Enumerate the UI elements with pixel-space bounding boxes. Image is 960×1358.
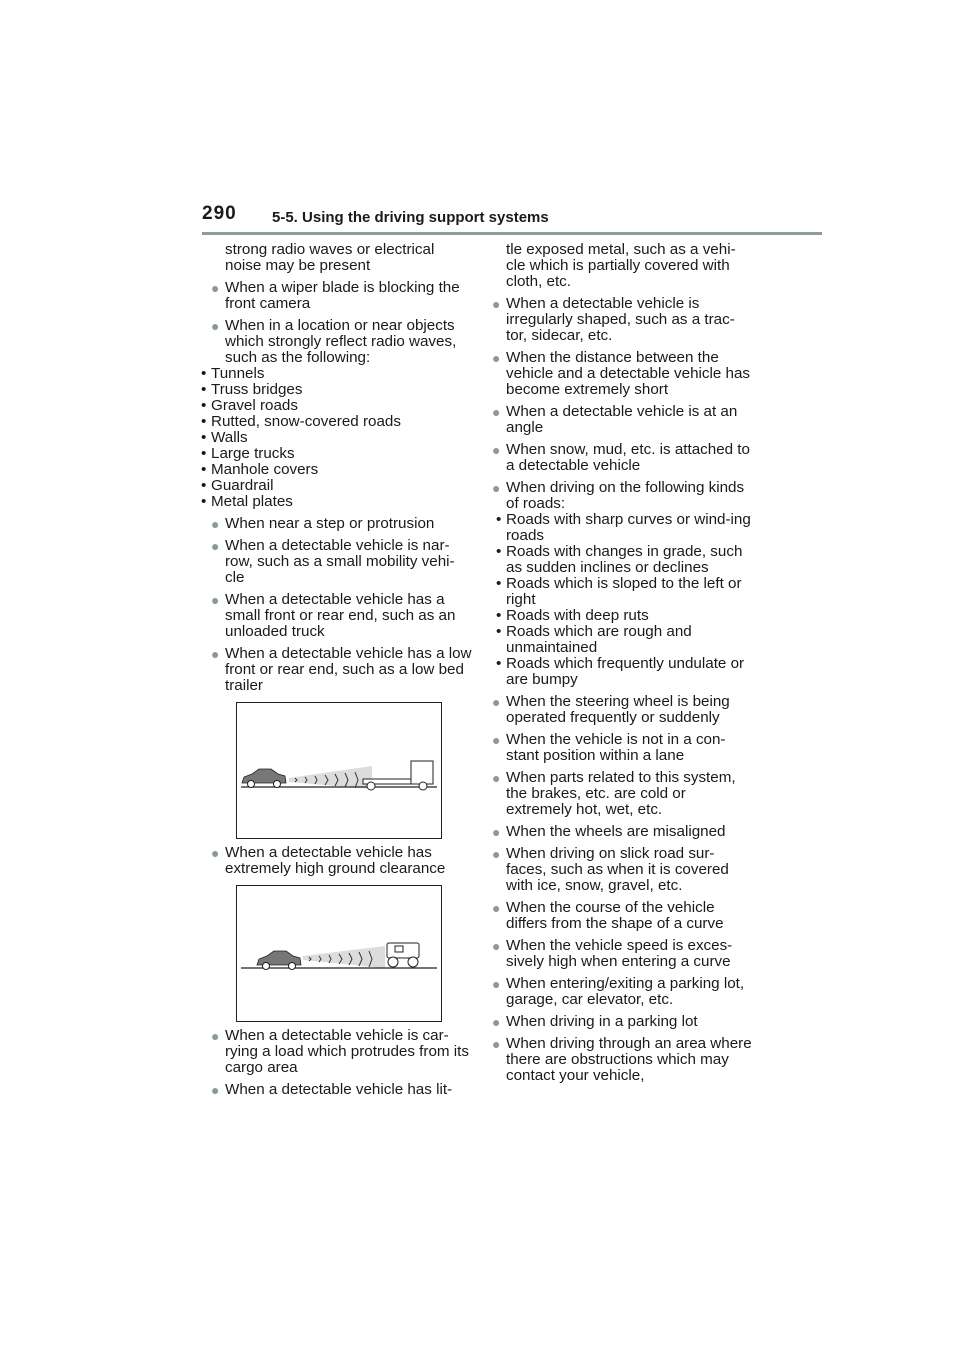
list-item: ● When driving on slick road sur-faces, such as when it is covered with ice, snow, gravel, etc. xyxy=(492,845,729,894)
bullet-icon: ● xyxy=(492,824,501,840)
right-column xyxy=(492,242,754,1084)
list-item: ● When driving through an area where there are obstructions which may contact your vehicle, xyxy=(492,1035,752,1084)
list-item: ● When snow, mud, etc. is attached to a detectable vehicle xyxy=(492,441,750,474)
list-item: ● When a detectable vehicle has lit- xyxy=(211,1081,453,1098)
bullet-icon: ● xyxy=(492,694,501,710)
bullet-icon: ● xyxy=(211,280,220,296)
list-item: ● When the vehicle speed is exces-sively high when entering a curve xyxy=(492,937,733,970)
header-rule xyxy=(202,232,822,235)
bullet-icon: ● xyxy=(211,318,220,334)
sub-item: • Metal plates xyxy=(201,493,293,510)
list-item: ● When the steering wheel is being operated frequently or suddenly xyxy=(492,693,730,726)
bullet-icon: ● xyxy=(492,770,501,786)
section-title: 5-5. Using the driving support systems xyxy=(272,209,549,226)
bullet-icon: ● xyxy=(492,938,501,954)
sub-item: • Roads with changes in grade, such as sudden inclines or declines xyxy=(496,543,743,576)
sub-item: • Roads which frequently undulate or are bumpy xyxy=(496,655,745,688)
high-clearance-vehicle-illustration xyxy=(236,885,442,1022)
bullet-icon: ● xyxy=(211,592,220,608)
list-item: ● When a detectable vehicle is at an angle xyxy=(492,403,738,436)
list-item: ● When parts related to this system, the brakes, etc. are cold or extremely hot, wet, etc. xyxy=(492,769,736,818)
sub-item: • Roads which are rough and unmaintained xyxy=(496,623,692,656)
bullet-icon: ● xyxy=(492,1014,501,1030)
sub-item: • Truss bridges xyxy=(201,381,303,398)
bullet-icon: ● xyxy=(211,1028,220,1044)
bullet-icon: ● xyxy=(211,516,220,532)
page-number: 290 xyxy=(202,203,237,224)
left-column xyxy=(201,241,473,1098)
list-item: ● When a detectable vehicle has a small front or rear end, such as an unloaded truck xyxy=(211,591,456,640)
list-item: ● When a detectable vehicle has a low front or rear end, such as a low bed trailer xyxy=(211,645,472,694)
road-sublist xyxy=(492,512,754,688)
sub-item: • Large trucks xyxy=(201,445,295,462)
bullet-icon: ● xyxy=(211,1082,220,1098)
list-item: ● When the wheels are misaligned xyxy=(492,823,726,840)
continuation-text: strong radio waves or electrical noise may be present xyxy=(225,241,435,274)
bullet-icon: ● xyxy=(211,845,220,861)
sub-item: • Gravel roads xyxy=(201,397,298,414)
location-sublist xyxy=(197,366,473,510)
bullet-icon: ● xyxy=(211,538,220,554)
sub-item: • Walls xyxy=(201,429,248,446)
sub-item: • Manhole covers xyxy=(201,461,319,478)
sub-item: • Roads with deep ruts xyxy=(496,607,649,624)
bullet-icon: ● xyxy=(492,976,501,992)
list-item: ● When entering/exiting a parking lot, garage, car elevator, etc. xyxy=(492,975,745,1008)
sub-item: • Rutted, snow-covered roads xyxy=(201,413,401,430)
list-item: ● When a detectable vehicle is irregularly shaped, such as a trac-tor, sidecar, etc. xyxy=(492,295,735,344)
bullet-icon: ● xyxy=(492,442,501,458)
bullet-icon: ● xyxy=(492,480,501,496)
bullet-icon: ● xyxy=(492,732,501,748)
bullet-icon: ● xyxy=(492,846,501,862)
continuation-text: tle exposed metal, such as a vehi-cle which is partially covered with cloth, etc. xyxy=(506,241,736,290)
low-bed-trailer-illustration xyxy=(236,702,442,839)
list-item: ● When a detectable vehicle is nar-row, such as a small mobility vehi-cle xyxy=(211,537,455,586)
list-item: ● When the distance between the vehicle and a detectable vehicle has become extremely short xyxy=(492,349,751,398)
list-item: ● When near a step or protrusion xyxy=(211,515,435,532)
sub-item: • Tunnels xyxy=(201,365,265,382)
list-item: ● When in a location or near objects which strongly reflect radio waves, such as the following: xyxy=(211,317,457,366)
list-item: ● When a detectable vehicle has extremely high ground clearance xyxy=(211,844,446,877)
bullet-icon: ● xyxy=(492,350,501,366)
list-item: ● When a detectable vehicle is car-rying a load which protrudes from its cargo area xyxy=(211,1027,469,1076)
list-item: ● When the course of the vehicle differs from the shape of a curve xyxy=(492,899,724,932)
bullet-icon: ● xyxy=(492,404,501,420)
list-item: ● When a wiper blade is blocking the front camera xyxy=(211,279,460,312)
list-item: ● When driving on the following kinds of roads: xyxy=(492,479,745,512)
sub-item: • Roads with sharp curves or wind-ing roads xyxy=(496,511,751,544)
sub-item: • Guardrail xyxy=(201,477,274,494)
bullet-icon: ● xyxy=(492,296,501,312)
bullet-icon: ● xyxy=(492,1036,501,1052)
sub-item: • Roads which is sloped to the left or right xyxy=(496,575,742,608)
bullet-icon: ● xyxy=(211,646,220,662)
list-item: ● When the vehicle is not in a con-stant position within a lane xyxy=(492,731,726,764)
list-item: ● When driving in a parking lot xyxy=(492,1013,698,1030)
bullet-icon: ● xyxy=(492,900,501,916)
